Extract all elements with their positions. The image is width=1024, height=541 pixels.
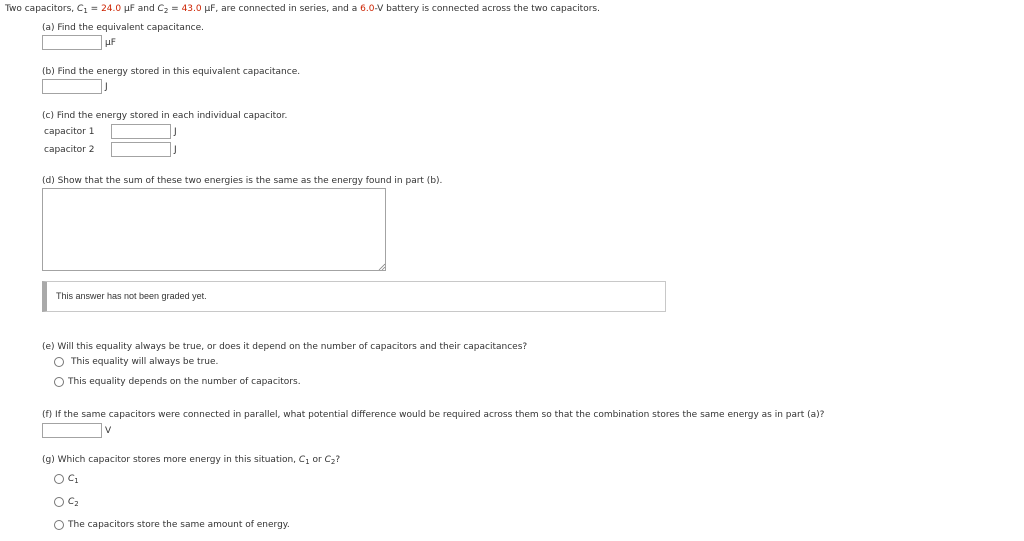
part-e-option-1-label[interactable]: This equality will always be true. — [71, 357, 219, 367]
part-g-option-c2-label[interactable]: $C_2$ — [68, 497, 79, 508]
part-b-prompt: (b) Find the energy stored in this equivalent capacitance. — [42, 67, 301, 77]
part-e-option-2-radio[interactable] — [54, 377, 64, 387]
part-b-answer-input[interactable] — [42, 79, 102, 94]
capacitor-1-energy-input[interactable] — [111, 124, 171, 139]
grading-notice-text: This answer has not been graded yet. — [56, 291, 207, 301]
capacitor-2-unit: J — [174, 145, 177, 155]
part-g-option-c1-radio[interactable] — [54, 474, 64, 484]
c2-value: 43.0 — [181, 4, 202, 14]
part-g-option-same-radio[interactable] — [54, 520, 64, 530]
part-e-prompt: (e) Will this equality always be true, or does it depend on the number of capacitors and their capacitances? — [42, 342, 528, 352]
part-f-answer-input[interactable] — [42, 423, 102, 438]
part-a-answer-input[interactable] — [42, 35, 102, 50]
capacitor-2-label: capacitor 2 — [44, 145, 95, 155]
part-g-option-c1-label[interactable]: $C_1$ — [68, 474, 79, 485]
part-f-unit: V — [105, 426, 112, 436]
part-a-prompt: (a) Find the equivalent capacitance. — [42, 23, 204, 33]
grading-notice — [42, 281, 666, 312]
part-e-option-2-label[interactable]: This equality depends on the number of capacitors. — [68, 377, 301, 387]
part-g-option-same-label[interactable]: The capacitors store the same amount of energy. — [68, 520, 290, 530]
c1-value: 24.0 — [101, 4, 122, 14]
part-g-prompt: (g) Which capacitor stores more energy in this situation, $C_1$ or $C_2$? — [42, 455, 341, 466]
capacitor-1-label: capacitor 1 — [44, 127, 95, 137]
part-b-unit: J — [105, 82, 108, 92]
part-d-answer-textarea[interactable] — [42, 188, 386, 271]
capacitor-2-energy-input[interactable] — [111, 142, 171, 157]
capacitor-1-unit: J — [174, 127, 177, 137]
part-d-prompt: (d) Show that the sum of these two energies is the same as the energy found in part (b). — [42, 176, 443, 186]
part-a-unit: μF — [105, 38, 116, 48]
problem-statement: Two capacitors, $C_1 = 24.0$ μF and $C_2 = 43.0$ μF, are connected in series, and a 6.0-V battery is connected across the two capacitors. — [5, 4, 600, 15]
part-g-option-c2-radio[interactable] — [54, 497, 64, 507]
part-e-option-1-radio[interactable] — [54, 357, 64, 367]
part-c-prompt: (c) Find the energy stored in each individual capacitor. — [42, 111, 288, 121]
voltage-value: 6.0 — [360, 4, 375, 14]
part-f-prompt: (f) If the same capacitors were connected in parallel, what potential difference would be required across them so that the combination stores the same energy as in part (a)? — [42, 410, 825, 420]
resize-grip-icon[interactable] — [378, 263, 385, 270]
